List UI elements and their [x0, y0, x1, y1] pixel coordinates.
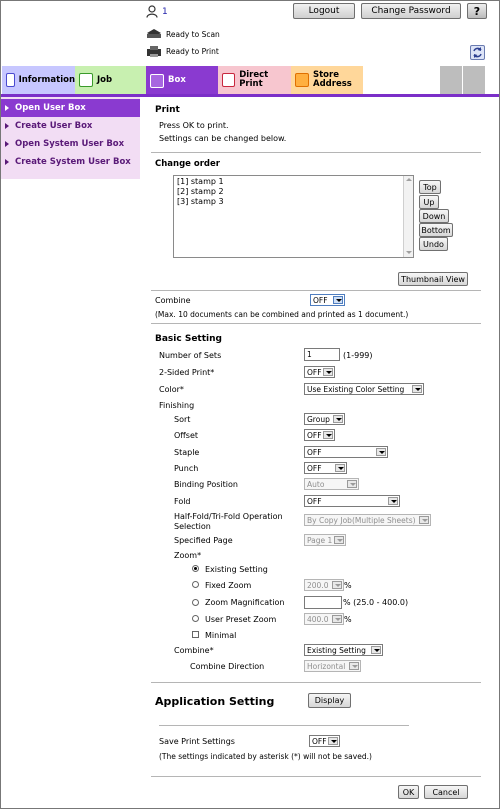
- tab-direct-print[interactable]: Direct Print: [218, 66, 291, 94]
- arrow-icon: [5, 141, 9, 147]
- move-bottom-button[interactable]: Bottom: [419, 223, 453, 237]
- finishing-label: Finishing: [159, 401, 195, 410]
- minimal-checkbox[interactable]: [192, 631, 199, 638]
- main-tabbar: [1, 66, 499, 95]
- user-icon: [146, 5, 158, 18]
- tab-store-address[interactable]: Store Address: [291, 66, 363, 94]
- chevron-down-icon: [347, 480, 357, 488]
- chevron-down-icon: [333, 296, 343, 304]
- chevron-down-icon: [333, 415, 343, 423]
- change-order-title: Change order: [155, 159, 220, 169]
- zoom-magnification-range: % (25.0 - 400.0): [343, 598, 409, 607]
- combine-label: Combine: [155, 296, 191, 305]
- thumbnail-view-button[interactable]: Thumbnail View: [398, 272, 468, 286]
- sidebar-item-create-user-box[interactable]: Create User Box: [1, 117, 140, 135]
- zoom-existing-radio[interactable]: [192, 565, 199, 572]
- move-up-button[interactable]: Up: [419, 195, 439, 209]
- user-count: 1: [162, 7, 168, 17]
- sort-label: Sort: [174, 415, 191, 424]
- list-item[interactable]: [1] stamp 1: [177, 177, 224, 186]
- arrow-icon: [5, 105, 9, 111]
- punch-label: Punch: [174, 464, 199, 473]
- divider: [151, 682, 481, 683]
- zoom-fixed-label: Fixed Zoom: [205, 581, 252, 590]
- help-icon: ?: [473, 4, 481, 18]
- save-print-settings-select[interactable]: OFF: [309, 735, 340, 747]
- save-note: (The settings indicated by asterisk (*) will not be saved.): [159, 752, 372, 761]
- refresh-button[interactable]: [470, 45, 485, 60]
- direct-print-icon: [222, 73, 235, 87]
- zoom-existing-label: Existing Setting: [205, 565, 268, 574]
- chevron-down-icon: [323, 368, 333, 376]
- chevron-down-icon: [328, 737, 338, 745]
- combine-basic-select[interactable]: Existing Setting: [304, 644, 383, 656]
- sidebar-item-open-system-user-box[interactable]: Open System User Box: [1, 135, 140, 153]
- offset-label: Offset: [174, 431, 199, 440]
- scan-status: Ready to Scan: [146, 28, 220, 40]
- fixed-zoom-select: 200.0: [304, 579, 344, 591]
- print-instruction: Press OK to print.: [159, 121, 229, 130]
- scroll-down-icon[interactable]: [405, 249, 412, 256]
- chevron-down-icon: [332, 581, 342, 589]
- specified-page-select: Page 1: [304, 534, 346, 546]
- binding-position-select: Auto: [304, 478, 359, 490]
- basic-setting-title: Basic Setting: [155, 334, 222, 344]
- number-of-sets-label: Number of Sets: [159, 351, 222, 360]
- chevron-down-icon: [376, 448, 386, 456]
- list-item[interactable]: [3] stamp 3: [177, 197, 224, 206]
- scanner-icon: [146, 28, 162, 40]
- undo-button[interactable]: Undo: [419, 237, 448, 251]
- chevron-down-icon: [335, 464, 345, 472]
- offset-select[interactable]: OFF: [304, 429, 335, 441]
- zoom-label: Zoom*: [174, 551, 202, 560]
- chevron-down-icon: [419, 516, 429, 524]
- application-setting-title: Application Setting: [155, 695, 275, 708]
- combine-select[interactable]: OFF: [310, 294, 345, 306]
- staple-label: Staple: [174, 448, 200, 457]
- two-sided-label: 2-Sided Print*: [159, 368, 215, 377]
- percent-sign: %: [344, 581, 352, 590]
- combine-direction-label: Combine Direction: [190, 662, 265, 671]
- store-address-icon: [295, 73, 309, 87]
- combine-note: (Max. 10 documents can be combined and printed as 1 document.): [155, 310, 409, 319]
- fold-label: Fold: [174, 497, 191, 506]
- settings-tab-icon[interactable]: [440, 66, 462, 94]
- listbox-scrollbar[interactable]: [403, 176, 413, 257]
- help-button[interactable]: [467, 3, 487, 19]
- chevron-down-icon: [349, 662, 359, 670]
- fold-select[interactable]: OFF: [304, 495, 400, 507]
- divider: [151, 776, 481, 777]
- chevron-down-icon: [332, 615, 342, 623]
- tab-job[interactable]: Job: [75, 66, 146, 94]
- divider: [151, 290, 481, 291]
- sidebar-item-open-user-box[interactable]: Open User Box: [1, 99, 140, 117]
- save-print-settings-label: Save Print Settings: [159, 737, 235, 746]
- chevron-down-icon: [412, 385, 422, 393]
- minimal-label: Minimal: [205, 631, 237, 640]
- combine-basic-label: Combine*: [174, 646, 214, 655]
- zoom-magnification-label: Zoom Magnification: [205, 598, 285, 607]
- zoom-preset-label: User Preset Zoom: [205, 615, 277, 624]
- divider: [151, 323, 481, 324]
- number-of-sets-input[interactable]: 1: [304, 348, 340, 361]
- zoom-magnification-input[interactable]: [304, 596, 342, 609]
- tab-box[interactable]: Box: [146, 66, 218, 95]
- cancel-button[interactable]: Cancel: [424, 785, 468, 799]
- preset-zoom-select: 400.0: [304, 613, 344, 625]
- information-icon: [6, 73, 15, 87]
- move-down-button[interactable]: Down: [419, 209, 449, 223]
- color-select[interactable]: Use Existing Color Setting: [304, 383, 424, 395]
- binding-position-label: Binding Position: [174, 480, 238, 489]
- divider: [159, 725, 409, 726]
- printer-icon: [146, 45, 162, 58]
- staple-select[interactable]: OFF: [304, 446, 388, 458]
- scroll-up-icon[interactable]: [405, 176, 412, 183]
- device-tab-icon[interactable]: [463, 66, 485, 94]
- change-password-button[interactable]: Change Password: [361, 3, 461, 19]
- divider: [151, 152, 481, 153]
- percent-sign: %: [344, 615, 352, 624]
- zoom-fixed-radio[interactable]: [192, 581, 199, 588]
- chevron-down-icon: [371, 646, 381, 654]
- order-listbox[interactable]: [173, 175, 414, 258]
- half-fold-label-line1: Half-Fold/Tri-Fold Operation: [174, 512, 283, 521]
- color-label: Color*: [159, 385, 184, 394]
- move-top-button[interactable]: Top: [419, 180, 441, 194]
- combine-direction-select: Horizontal: [304, 660, 361, 672]
- two-sided-select[interactable]: OFF: [304, 366, 335, 378]
- logout-button[interactable]: Logout: [293, 3, 355, 19]
- sidebar-item-create-system-user-box[interactable]: Create System User Box: [1, 153, 140, 171]
- job-icon: [79, 73, 93, 87]
- punch-select[interactable]: OFF: [304, 462, 347, 474]
- tab-information[interactable]: Information: [2, 66, 75, 94]
- specified-page-label: Specified Page: [174, 536, 233, 545]
- sort-select[interactable]: Group: [304, 413, 345, 425]
- ok-button[interactable]: OK: [398, 785, 419, 799]
- print-title: Print: [155, 105, 180, 115]
- zoom-magnification-radio[interactable]: [192, 599, 199, 606]
- print-status: Ready to Print: [146, 45, 219, 58]
- half-fold-select: By Copy Job(Multiple Sheets): [304, 514, 431, 526]
- zoom-preset-radio[interactable]: [192, 615, 199, 622]
- list-item[interactable]: [2] stamp 2: [177, 187, 224, 196]
- arrow-icon: [5, 159, 9, 165]
- chevron-down-icon: [388, 497, 398, 505]
- box-icon: [150, 74, 164, 88]
- sidebar: [1, 97, 140, 179]
- display-button[interactable]: Display: [308, 693, 351, 708]
- arrow-icon: [5, 123, 9, 129]
- chevron-down-icon: [334, 536, 344, 544]
- number-of-sets-range: (1-999): [343, 351, 373, 360]
- refresh-icon: [471, 46, 484, 59]
- chevron-down-icon: [323, 431, 333, 439]
- half-fold-label-line2: Selection: [174, 522, 211, 531]
- print-settings-note: Settings can be changed below.: [159, 134, 287, 143]
